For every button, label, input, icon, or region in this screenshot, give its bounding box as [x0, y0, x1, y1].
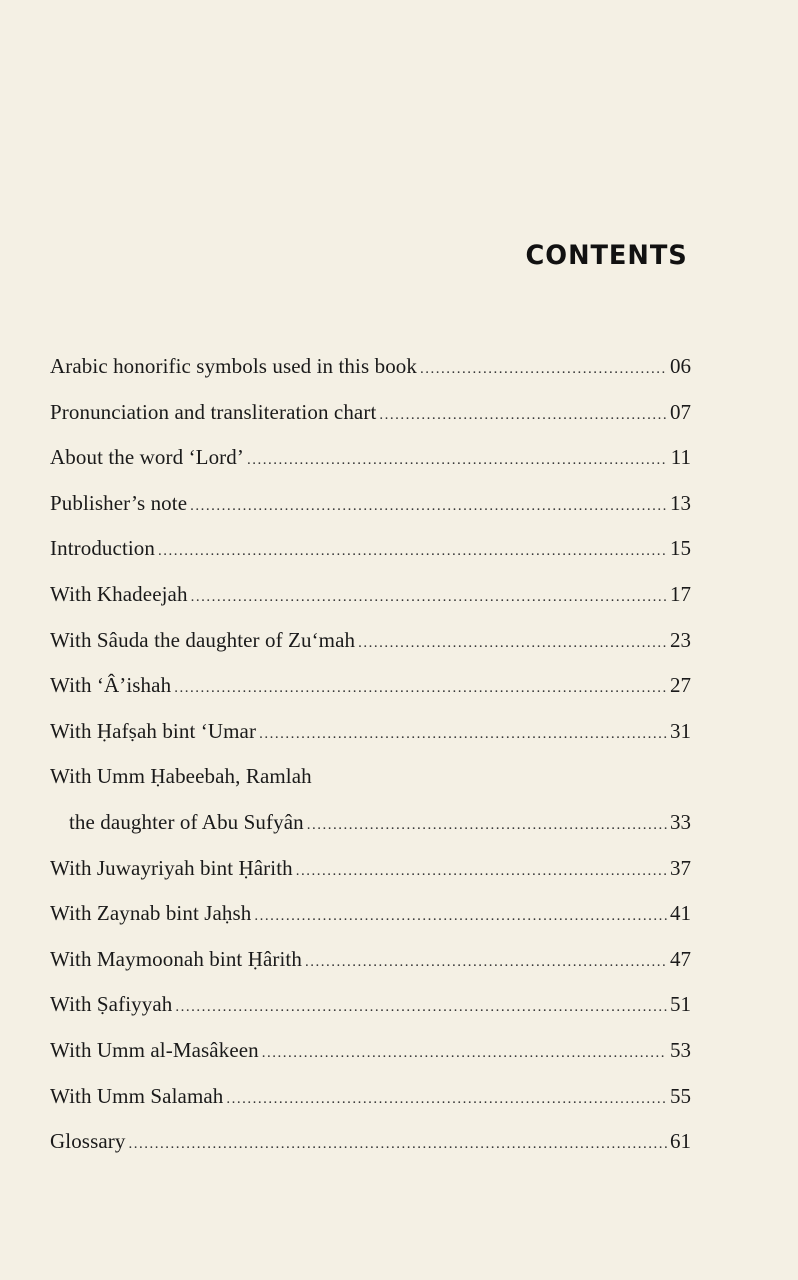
- toc-entry-label: With Khadeejah: [50, 581, 188, 606]
- toc-entry-page: 41: [670, 901, 691, 926]
- toc-entry-label: With ‘Â’ishah: [50, 673, 172, 698]
- dot-leader: [190, 484, 667, 530]
- toc-entry-page: 61: [670, 1129, 691, 1154]
- dot-leader: [379, 393, 667, 439]
- toc-entry-page: 06: [670, 354, 691, 378]
- toc-entry-page: 37: [670, 855, 691, 880]
- toc-entry[interactable]: [50, 618, 691, 664]
- toc-entry-label: With Umm Ḥabeebah, Ramlah: [50, 764, 312, 789]
- toc-entry[interactable]: [50, 526, 691, 572]
- toc-entry[interactable]: [50, 390, 691, 436]
- toc-entry[interactable]: [50, 435, 691, 481]
- dot-leader: [128, 1122, 667, 1168]
- toc-entry-label: With Umm Salamah: [50, 1083, 224, 1108]
- toc-entry-page: 51: [670, 992, 691, 1017]
- toc-entry-page: 15: [670, 536, 691, 561]
- toc-entry[interactable]: [50, 891, 691, 937]
- toc-entry-page: 13: [670, 490, 691, 515]
- dot-leader: [191, 575, 667, 621]
- toc-entry-line2: [50, 800, 691, 849]
- dot-leader: [247, 438, 668, 484]
- toc-entry-page: 11: [670, 445, 691, 470]
- toc-entry-label: Glossary: [50, 1129, 126, 1154]
- dot-leader: [259, 712, 667, 758]
- dot-leader: [158, 529, 667, 575]
- toc-entry-page: 31: [670, 718, 691, 743]
- dot-leader: [174, 666, 667, 712]
- toc-entry-label: With Ṣafiyyah: [50, 992, 173, 1017]
- dot-leader: [226, 1077, 667, 1123]
- toc-entry[interactable]: [50, 481, 691, 527]
- dot-leader: [254, 894, 667, 940]
- toc-entry-page: 27: [670, 673, 691, 698]
- toc-entry-page: 47: [670, 946, 691, 971]
- toc-entry[interactable]: [50, 982, 691, 1028]
- toc-entry-page: 23: [670, 627, 691, 652]
- dot-leader: [307, 803, 667, 849]
- toc-entry-page: 17: [670, 581, 691, 606]
- toc-entry[interactable]: [50, 1119, 691, 1165]
- toc-entry-label: With Zaynab bint Jaḥsh: [50, 901, 252, 926]
- dot-leader: [296, 849, 667, 895]
- toc-entry[interactable]: [50, 572, 691, 618]
- toc-entry[interactable]: [50, 937, 691, 983]
- toc-entry-label: About the word ‘Lord’: [50, 445, 244, 470]
- toc-entry-label-continued: the daughter of Abu Sufyân: [69, 809, 304, 834]
- toc-entry-page: 53: [670, 1037, 691, 1062]
- dot-leader: [262, 1031, 667, 1077]
- dot-leader: [420, 347, 667, 393]
- dot-leader: [305, 940, 667, 986]
- toc-entry-page: 55: [670, 1083, 691, 1108]
- toc-entry[interactable]: [50, 709, 691, 755]
- toc-entry-label: With Juwayriyah bint Ḥârith: [50, 855, 293, 880]
- table-of-contents: [50, 344, 691, 1165]
- toc-entry[interactable]: [50, 846, 691, 892]
- toc-entry-label: With Maymoonah bint Ḥârith: [50, 946, 302, 971]
- toc-entry-label: Publisher’s note: [50, 490, 188, 515]
- toc-entry-label: With Umm al-Masâkeen: [50, 1037, 259, 1062]
- toc-entry[interactable]: [50, 754, 691, 845]
- toc-entry-label: With Sâuda the daughter of Zu‘mah: [50, 627, 356, 652]
- toc-entry-page: 33: [670, 809, 691, 834]
- toc-entry-label: Pronunciation and transliteration chart: [50, 399, 377, 424]
- toc-entry-label: Arabic honorific symbols used in this book: [50, 354, 417, 378]
- page-title: CONTENTS: [525, 240, 688, 271]
- toc-entry-label: Introduction: [50, 536, 156, 561]
- toc-entry[interactable]: [50, 663, 691, 709]
- toc-entry[interactable]: [50, 344, 691, 390]
- dot-leader: [175, 985, 667, 1031]
- toc-entry[interactable]: [50, 1074, 691, 1120]
- dot-leader: [358, 621, 667, 667]
- toc-entry-page: 07: [670, 399, 691, 424]
- toc-entry[interactable]: [50, 1028, 691, 1074]
- toc-entry-label: With Ḥafṣah bint ‘Umar: [50, 718, 257, 743]
